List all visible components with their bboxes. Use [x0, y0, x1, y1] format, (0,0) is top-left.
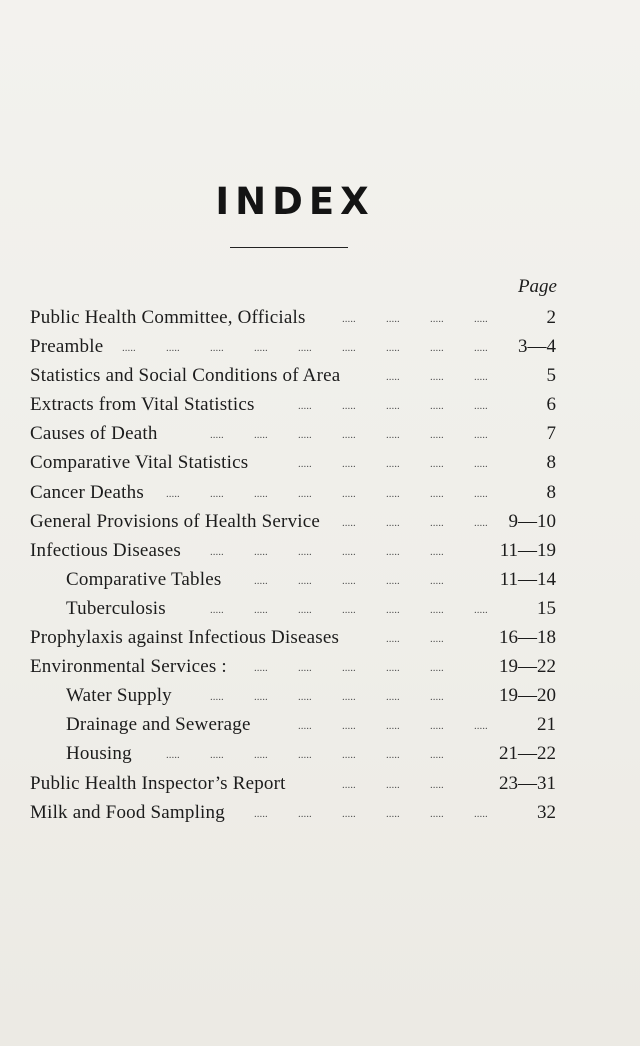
index-entry: ..... ..... ..... ..... ..... ..... Water Supply 19—20 [30, 684, 556, 713]
index-entry-page: 11—19 [499, 539, 556, 561]
index-entry-page: 8 [546, 452, 556, 474]
index-entry: ..... ..... ..... ..... ..... ..... ..... ..... Cancer Deaths 8 [30, 481, 556, 503]
index-entry-label: Housing [66, 743, 132, 765]
index-entry: ..... ..... ..... ..... ..... Drainage and Sewerage 21 [30, 713, 556, 742]
index-entry-label: Preamble [30, 336, 104, 358]
index-entry-label: General Provisions of Health Service [30, 510, 321, 532]
index-entry: ..... ..... Prophylaxis against Infectious Diseases 16—18 [30, 627, 556, 649]
index-entry-page: 6 [546, 394, 556, 416]
index-entry-page: 7 [546, 423, 556, 445]
index-entry-page: 21 [537, 714, 556, 736]
index-entry-page: 19—20 [499, 685, 556, 707]
index-entry-label: Prophylaxis against Infectious Diseases [30, 627, 340, 649]
index-entry-page: 5 [546, 365, 556, 387]
index-entry-page: 19—22 [499, 656, 556, 678]
index-entry-page: 15 [537, 597, 556, 619]
page-column-heading: Page [517, 276, 557, 297]
page-title: INDEX [215, 180, 375, 223]
index-entry-page: 8 [546, 481, 556, 503]
index-entry-page: 23—31 [499, 772, 556, 794]
index-entry-label: Tuberculosis [66, 597, 166, 619]
index-entry-page: 2 [546, 307, 556, 328]
title-divider [230, 247, 348, 248]
index-entry-label: Cancer Deaths [30, 481, 144, 503]
index-entry-page: 32 [537, 801, 556, 823]
index-entry-label: Environmental Services : [30, 656, 227, 678]
index-entry-label: Water Supply [66, 685, 172, 707]
index-entry: ..... ..... ..... ..... ..... Environmental Services : 19—22 [30, 656, 556, 678]
index-entry: ..... ..... ..... ..... ..... ..... ..... Causes of Death 7 [30, 423, 556, 445]
index-entry-label: Public Health Committee, Officials [30, 307, 306, 328]
index-entry-label: Comparative Tables [66, 568, 222, 590]
index-entry: ..... ..... ..... ..... Public Health Committee, Officials 2 [30, 307, 556, 328]
index-entry: ..... ..... ..... Statistics and Social Conditions of Area 5 [30, 365, 556, 387]
index-entry-label: Infectious Diseases [30, 539, 182, 561]
index-entry: ..... ..... ..... ..... ..... ..... Milk and Food Sampling 32 [30, 801, 556, 823]
index-entry-label: Causes of Death [30, 423, 158, 445]
index-entry: ..... ..... ..... ..... ..... ..... ..... Housing 21—22 [30, 742, 556, 771]
index-entry-page: 21—22 [499, 743, 556, 765]
index-entry-page: 3—4 [518, 336, 556, 358]
index-entry: ..... ..... ..... ..... ..... Extracts from Vital Statistics 6 [30, 394, 556, 416]
index-entry-page: 16—18 [499, 627, 556, 649]
index-entry-page: 11—14 [499, 568, 556, 590]
index-entry-label: Comparative Vital Statistics [30, 452, 249, 474]
index-entry-label: Public Health Inspector’s Report [30, 772, 286, 794]
index-entry-label: Statistics and Social Conditions of Area [30, 365, 341, 387]
index-entry-label: Extracts from Vital Statistics [30, 394, 255, 416]
index-entry: ..... ..... ..... ..... General Provisions of Health Service 9—10 [30, 510, 556, 532]
index-entry-label: Milk and Food Sampling [30, 801, 225, 823]
index-entry-label: Drainage and Sewerage [66, 714, 251, 736]
index-list [30, 306, 556, 830]
index-entry-page: 9—10 [508, 510, 556, 532]
index-entry: ..... ..... ..... ..... ..... ..... ..... ..... ..... Preamble 3—4 [30, 336, 556, 358]
index-entry: ..... ..... ..... ..... ..... ..... ..... Tuberculosis 15 [30, 597, 556, 626]
index-entry: ..... ..... ..... ..... ..... Comparative Tables 11—14 [30, 568, 556, 597]
index-entry: ..... ..... ..... ..... ..... Comparative Vital Statistics 8 [30, 452, 556, 474]
index-entry: ..... ..... ..... ..... ..... ..... Infectious Diseases 11—19 [30, 539, 556, 561]
index-entry: ..... ..... ..... Public Health Inspector’s Report 23—31 [30, 772, 556, 794]
